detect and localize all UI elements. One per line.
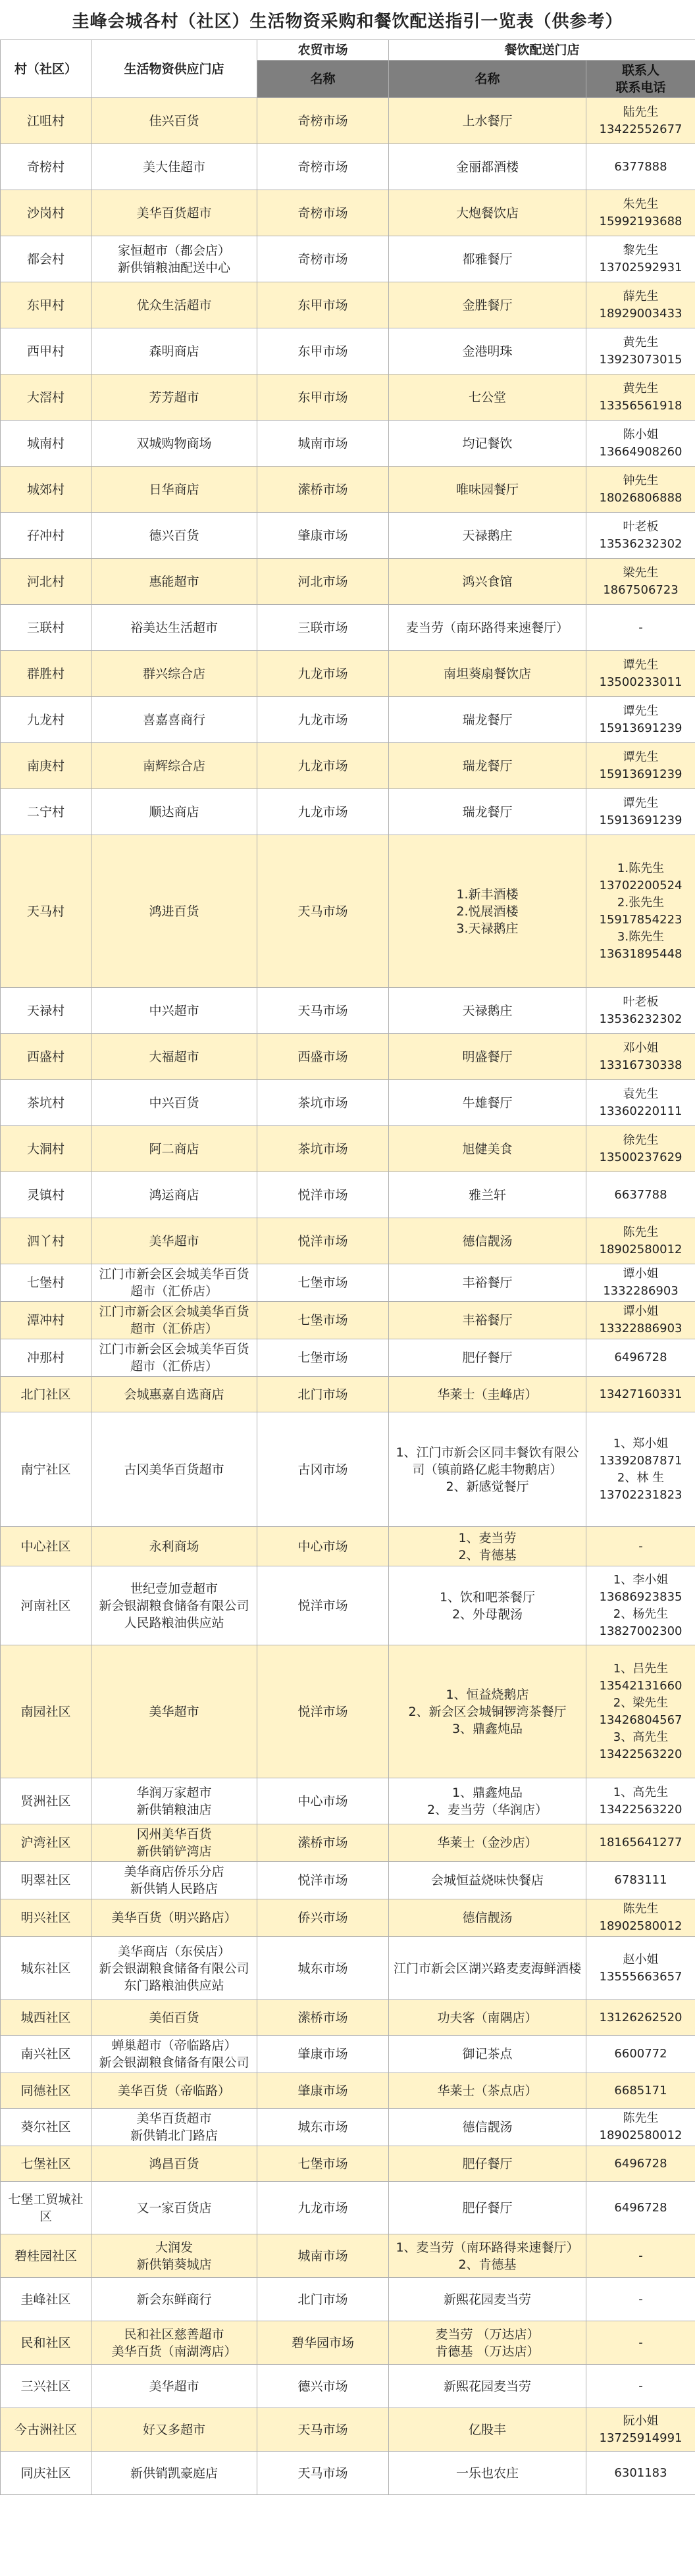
table-row: [1, 236, 695, 282]
table-row: [1, 697, 695, 743]
market-cell: 城东市场: [257, 2109, 389, 2146]
supplier-cell: 民和社区慈善超市 美华百货（南湖湾店）: [91, 2321, 257, 2365]
table-row: [1, 1264, 695, 1302]
supplier-cell: 优众生活超市: [91, 282, 257, 328]
village-cell: 葵尔社区: [1, 2109, 91, 2146]
table-row: [1, 1862, 695, 1899]
catering-cell: 均记餐饮: [389, 421, 586, 467]
village-cell: 贤洲社区: [1, 1778, 91, 1824]
table-row: [1, 835, 695, 988]
market-cell: 城东市场: [257, 1937, 389, 2000]
table-row: [1, 1377, 695, 1412]
supplier-cell: 顺达商店: [91, 789, 257, 835]
supplier-cell: 德兴百货: [91, 513, 257, 559]
table-row: [1, 1034, 695, 1080]
table-row: [1, 743, 695, 789]
catering-cell: 1、江门市新会区同丰餐饮有限公司（镇前路亿彪丰物鹅店） 2、新感觉餐厅: [389, 1412, 586, 1527]
village-cell: 天禄村: [1, 988, 91, 1034]
supplier-cell: 蝉巢超市（帝临路店） 新会银湖粮食储备有限公司: [91, 2036, 257, 2073]
contact-cell: 1、李小姐 13686923835 2、杨先生 13827002300: [586, 1566, 695, 1645]
market-cell: 中心市场: [257, 1527, 389, 1566]
header-catering-group: 餐饮配送门店: [389, 40, 695, 61]
village-cell: 冲那村: [1, 1339, 91, 1377]
contact-cell: 阮小姐 13725914991: [586, 2408, 695, 2452]
village-cell: 沪湾社区: [1, 1824, 91, 1862]
catering-cell: 金港明珠: [389, 328, 586, 374]
village-cell: 群胜村: [1, 651, 91, 697]
table-row: [1, 1126, 695, 1172]
catering-cell: 功夫客（南隅店）: [389, 2000, 586, 2036]
supplier-cell: 喜嘉喜商行: [91, 697, 257, 743]
contact-cell: -: [586, 2278, 695, 2321]
contact-cell: 赵小姐 13555663657: [586, 1937, 695, 2000]
village-cell: 潭冲村: [1, 1302, 91, 1339]
table-row: [1, 1339, 695, 1377]
table-body: [1, 98, 695, 2495]
supplier-cell: 又一家百货店: [91, 2182, 257, 2234]
supplier-cell: 中兴百货: [91, 1080, 257, 1126]
contact-cell: 黄先生 13356561918: [586, 374, 695, 421]
catering-cell: 肥仔餐厅: [389, 2146, 586, 2182]
supplier-cell: 南辉综合店: [91, 743, 257, 789]
contact-cell: 陈先生 18902580012: [586, 1218, 695, 1264]
table-row: [1, 789, 695, 835]
village-cell: 南庚村: [1, 743, 91, 789]
supplier-cell: 新会东鲜商行: [91, 2278, 257, 2321]
village-cell: 天马村: [1, 835, 91, 988]
catering-cell: 都雅餐厅: [389, 236, 586, 282]
village-cell: 三联村: [1, 605, 91, 651]
table-row: [1, 98, 695, 144]
contact-cell: 邓小姐 13316730338: [586, 1034, 695, 1080]
header-catering-name: 名称: [389, 61, 586, 98]
market-cell: 侨兴市场: [257, 1899, 389, 1937]
catering-cell: 1.新丰酒楼 2.悦展酒楼 3.天禄鹅庄: [389, 835, 586, 988]
supplier-cell: 日华商店: [91, 467, 257, 513]
market-cell: 悦洋市场: [257, 1862, 389, 1899]
supplier-cell: 家恒超市（都会店） 新供销粮油配送中心: [91, 236, 257, 282]
table-row: [1, 1172, 695, 1218]
header-contact: 联系人 联系电话: [586, 61, 695, 98]
village-cell: 泗丫村: [1, 1218, 91, 1264]
market-cell: 潆桥市场: [257, 467, 389, 513]
catering-cell: 新熙花园麦当劳: [389, 2365, 586, 2408]
village-cell: 三兴社区: [1, 2365, 91, 2408]
supplier-cell: 美华百货（明兴路店）: [91, 1899, 257, 1937]
supplier-cell: 芳芳超市: [91, 374, 257, 421]
table-row: [1, 1218, 695, 1264]
supplier-cell: 佳兴百货: [91, 98, 257, 144]
supplier-cell: 永利商场: [91, 1527, 257, 1566]
catering-cell: 江门市新会区湖兴路麦麦海鲜酒楼: [389, 1937, 586, 2000]
table-row: [1, 605, 695, 651]
contact-cell: -: [586, 2321, 695, 2365]
market-cell: 肇康市场: [257, 2036, 389, 2073]
contact-cell: 谭先生 15913691239: [586, 697, 695, 743]
table-row: [1, 1080, 695, 1126]
table-row: [1, 1527, 695, 1566]
catering-cell: 德信靓汤: [389, 2109, 586, 2146]
catering-cell: 麦当劳 （万达店） 肯德基 （万达店）: [389, 2321, 586, 2365]
village-cell: 沙岗村: [1, 190, 91, 236]
contact-cell: -: [586, 1527, 695, 1566]
village-cell: 城西社区: [1, 2000, 91, 2036]
market-cell: 三联市场: [257, 605, 389, 651]
supplier-cell: 江门市新会区会城美华百货超市（汇侨店）: [91, 1339, 257, 1377]
village-cell: 七堡社区: [1, 2146, 91, 2182]
catering-cell: 麦当劳（南环路得来速餐厅）: [389, 605, 586, 651]
supplier-cell: 冈州美华百货 新供销铲湾店: [91, 1824, 257, 1862]
village-cell: 南兴社区: [1, 2036, 91, 2073]
catering-cell: 瑞龙餐厅: [389, 743, 586, 789]
market-cell: 古冈市场: [257, 1412, 389, 1527]
market-cell: 七堡市场: [257, 2146, 389, 2182]
market-cell: 九龙市场: [257, 2182, 389, 2234]
contact-cell: 朱先生 15992193688: [586, 190, 695, 236]
catering-cell: 旭健美食: [389, 1126, 586, 1172]
market-cell: 西盛市场: [257, 1034, 389, 1080]
table-row: [1, 2234, 695, 2278]
village-cell: 明兴社区: [1, 1899, 91, 1937]
catering-cell: 1、恒益烧鹅店 2、新会区会城铜锣湾茶餐厅 3、鼎鑫炖品: [389, 1645, 586, 1778]
contact-cell: 6783111: [586, 1862, 695, 1899]
catering-cell: 瑞龙餐厅: [389, 789, 586, 835]
market-cell: 奇榜市场: [257, 144, 389, 190]
contact-cell: 谭小姐 1332286903: [586, 1264, 695, 1302]
table-row: [1, 421, 695, 467]
contact-cell: 徐先生 13500237629: [586, 1126, 695, 1172]
village-cell: 同庆社区: [1, 2452, 91, 2495]
market-cell: 城南市场: [257, 421, 389, 467]
supplier-cell: 美华百货超市: [91, 190, 257, 236]
contact-cell: -: [586, 2234, 695, 2278]
catering-cell: 御记茶点: [389, 2036, 586, 2073]
contact-cell: 谭先生 13500233011: [586, 651, 695, 697]
village-cell: 河南社区: [1, 1566, 91, 1645]
table-row: [1, 1302, 695, 1339]
village-cell: 圭峰社区: [1, 2278, 91, 2321]
supplier-cell: 裕美达生活超市: [91, 605, 257, 651]
supplier-cell: 鸿运商店: [91, 1172, 257, 1218]
supplier-cell: 会城惠嘉自选商店: [91, 1377, 257, 1412]
village-cell: 同德社区: [1, 2073, 91, 2109]
catering-cell: 新熙花园麦当劳: [389, 2278, 586, 2321]
catering-cell: 1、饮和吧茶餐厅 2、外母靓汤: [389, 1566, 586, 1645]
table-row: [1, 513, 695, 559]
market-cell: 九龙市场: [257, 743, 389, 789]
market-cell: 天马市场: [257, 835, 389, 988]
market-cell: 中心市场: [257, 1778, 389, 1824]
catering-cell: 鸿兴食馆: [389, 559, 586, 605]
market-cell: 九龙市场: [257, 697, 389, 743]
contact-cell: 叶老板 13536232302: [586, 513, 695, 559]
village-cell: 大滘村: [1, 374, 91, 421]
market-cell: 天马市场: [257, 2408, 389, 2452]
market-cell: 河北市场: [257, 559, 389, 605]
village-cell: 城南村: [1, 421, 91, 467]
contact-cell: 黎先生 13702592931: [586, 236, 695, 282]
table-row: [1, 2365, 695, 2408]
header-market-group: 农贸市场: [257, 40, 389, 61]
table-row: [1, 1937, 695, 2000]
table-row: [1, 2073, 695, 2109]
contact-cell: 13427160331: [586, 1377, 695, 1412]
contact-cell: 6301183: [586, 2452, 695, 2495]
table-row: [1, 1645, 695, 1778]
contact-cell: 陆先生 13422552677: [586, 98, 695, 144]
supplier-cell: 美华超市: [91, 1218, 257, 1264]
village-cell: 中心社区: [1, 1527, 91, 1566]
catering-cell: 金胜餐厅: [389, 282, 586, 328]
contact-cell: -: [586, 605, 695, 651]
market-cell: 天马市场: [257, 988, 389, 1034]
contact-cell: 6496728: [586, 1339, 695, 1377]
market-cell: 东甲市场: [257, 374, 389, 421]
village-cell: 茶坑村: [1, 1080, 91, 1126]
supplier-cell: 美大佳超市: [91, 144, 257, 190]
supplier-cell: 美华超市: [91, 1645, 257, 1778]
contact-cell: 钟先生 18026806888: [586, 467, 695, 513]
village-cell: 奇榜村: [1, 144, 91, 190]
table-row: [1, 2109, 695, 2146]
table-row: [1, 190, 695, 236]
market-cell: 茶坑市场: [257, 1126, 389, 1172]
market-cell: 天马市场: [257, 2452, 389, 2495]
village-cell: 灵镇村: [1, 1172, 91, 1218]
supplier-cell: 江门市新会区会城美华百货超市（汇侨店）: [91, 1264, 257, 1302]
catering-cell: 华莱士（茶点店）: [389, 2073, 586, 2109]
table-row: [1, 328, 695, 374]
contact-cell: 1、郑小姐 13392087871 2、林 生 13702231823: [586, 1412, 695, 1527]
contact-cell: 袁先生 13360220111: [586, 1080, 695, 1126]
contact-cell: 1、高先生 13422563220: [586, 1778, 695, 1824]
table-row: [1, 282, 695, 328]
contact-cell: 陈小姐 13664908260: [586, 421, 695, 467]
page-title: 圭峰会城各村（社区）生活物资采购和餐饮配送指引一览表（供参考）: [72, 11, 623, 32]
table-row: [1, 2146, 695, 2182]
village-cell: 河北村: [1, 559, 91, 605]
market-cell: 九龙市场: [257, 789, 389, 835]
supplier-cell: 鸿进百货: [91, 835, 257, 988]
supplier-cell: 鸿昌百货: [91, 2146, 257, 2182]
supplier-cell: 群兴综合店: [91, 651, 257, 697]
contact-cell: 1.陈先生 13702200524 2.张先生 15917854223 3.陈先生 13631895448: [586, 835, 695, 988]
supplier-cell: 世纪壹加壹超市 新会银湖粮食储备有限公司人民路粮油供应站: [91, 1566, 257, 1645]
village-cell: 江咀村: [1, 98, 91, 144]
village-cell: 今古洲社区: [1, 2408, 91, 2452]
village-cell: 九龙村: [1, 697, 91, 743]
market-cell: 九龙市场: [257, 651, 389, 697]
supplier-cell: 大福超市: [91, 1034, 257, 1080]
header-village: 村（社区）: [1, 40, 91, 98]
supplier-cell: 美佰百货: [91, 2000, 257, 2036]
table-row: [1, 2000, 695, 2036]
contact-cell: -: [586, 2365, 695, 2408]
supplier-cell: 中兴超市: [91, 988, 257, 1034]
catering-cell: 1、麦当劳 2、肯德基: [389, 1527, 586, 1566]
catering-cell: 上水餐厅: [389, 98, 586, 144]
village-cell: 都会村: [1, 236, 91, 282]
contact-cell: 陈先生 18902580012: [586, 2109, 695, 2146]
market-cell: 肇康市场: [257, 2073, 389, 2109]
market-cell: 东甲市场: [257, 328, 389, 374]
catering-cell: 雅兰轩: [389, 1172, 586, 1218]
village-cell: 碧桂园社区: [1, 2234, 91, 2278]
supplier-cell: 美华商店（东侯店） 新会银湖粮食储备有限公司东门路粮油供应站: [91, 1937, 257, 2000]
catering-cell: 德信靓汤: [389, 1899, 586, 1937]
market-cell: 奇榜市场: [257, 98, 389, 144]
village-cell: 西甲村: [1, 328, 91, 374]
village-cell: 西盛村: [1, 1034, 91, 1080]
table-row: [1, 1899, 695, 1937]
contact-cell: 6600772: [586, 2036, 695, 2073]
contact-cell: 6637788: [586, 1172, 695, 1218]
contact-cell: 黄先生 13923073015: [586, 328, 695, 374]
supplier-cell: 美华超市: [91, 2365, 257, 2408]
market-cell: 潆桥市场: [257, 1824, 389, 1862]
table-row: [1, 2182, 695, 2234]
village-cell: 明翠社区: [1, 1862, 91, 1899]
table-row: [1, 559, 695, 605]
catering-cell: 瑞龙餐厅: [389, 697, 586, 743]
village-cell: 七堡村: [1, 1264, 91, 1302]
table-row: [1, 1566, 695, 1645]
market-cell: 悦洋市场: [257, 1645, 389, 1778]
market-cell: 德兴市场: [257, 2365, 389, 2408]
guide-table: [0, 39, 695, 2495]
header-row-1: [1, 40, 695, 61]
catering-cell: 华莱士（圭峰店）: [389, 1377, 586, 1412]
catering-cell: 一乐也农庄: [389, 2452, 586, 2495]
supplier-cell: 惠能超市: [91, 559, 257, 605]
catering-cell: 1、鼎鑫炖品 2、麦当劳（华润店）: [389, 1778, 586, 1824]
market-cell: 悦洋市场: [257, 1218, 389, 1264]
supplier-cell: 新供销凯豪庭店: [91, 2452, 257, 2495]
market-cell: 悦洋市场: [257, 1172, 389, 1218]
village-cell: 东甲村: [1, 282, 91, 328]
village-cell: 大洞村: [1, 1126, 91, 1172]
contact-cell: 谭先生 15913691239: [586, 743, 695, 789]
village-cell: 民和社区: [1, 2321, 91, 2365]
market-cell: 七堡市场: [257, 1264, 389, 1302]
table-row: [1, 2278, 695, 2321]
village-cell: 南园社区: [1, 1645, 91, 1778]
market-cell: 奇榜市场: [257, 236, 389, 282]
market-cell: 悦洋市场: [257, 1566, 389, 1645]
table-row: [1, 988, 695, 1034]
contact-cell: 13126262520: [586, 2000, 695, 2036]
catering-cell: 1、麦当劳（南环路得来速餐厅） 2、肯德基: [389, 2234, 586, 2278]
supplier-cell: 华润万家超市 新供销粮油店: [91, 1778, 257, 1824]
market-cell: 茶坑市场: [257, 1080, 389, 1126]
village-cell: 城郊村: [1, 467, 91, 513]
catering-cell: 明盛餐厅: [389, 1034, 586, 1080]
table-row: [1, 2321, 695, 2365]
supplier-cell: 江门市新会区会城美华百货超市（汇侨店）: [91, 1302, 257, 1339]
market-cell: 肇康市场: [257, 513, 389, 559]
table-row: [1, 1824, 695, 1862]
catering-cell: 南坦葵扇餐饮店: [389, 651, 586, 697]
market-cell: 北门市场: [257, 1377, 389, 1412]
supplier-cell: 双城购物商场: [91, 421, 257, 467]
supplier-cell: 美华商店侨乐分店 新供销人民路店: [91, 1862, 257, 1899]
table-row: [1, 2036, 695, 2073]
contact-cell: 谭先生 15913691239: [586, 789, 695, 835]
catering-cell: 丰裕餐厅: [389, 1302, 586, 1339]
supplier-cell: 美华百货（帝临路）: [91, 2073, 257, 2109]
table-row: [1, 374, 695, 421]
catering-cell: 天禄鹅庄: [389, 513, 586, 559]
catering-cell: 德信靓汤: [389, 1218, 586, 1264]
supplier-cell: 古冈美华百货超市: [91, 1412, 257, 1527]
contact-cell: 陈先生 18902580012: [586, 1899, 695, 1937]
table-row: [1, 1412, 695, 1527]
contact-cell: 18165641277: [586, 1824, 695, 1862]
village-cell: 南宁社区: [1, 1412, 91, 1527]
contact-cell: 6496728: [586, 2146, 695, 2182]
table-row: [1, 1778, 695, 1824]
contact-cell: 薛先生 18929003433: [586, 282, 695, 328]
catering-cell: 金丽都酒楼: [389, 144, 586, 190]
catering-cell: 牛雄餐厅: [389, 1080, 586, 1126]
contact-cell: 梁先生 1867506723: [586, 559, 695, 605]
contact-cell: 6496728: [586, 2182, 695, 2234]
supplier-cell: 森明商店: [91, 328, 257, 374]
contact-cell: 1、吕先生 13542131660 2、梁先生 13426804567 3、高先生 13422563220: [586, 1645, 695, 1778]
village-cell: 二宁村: [1, 789, 91, 835]
market-cell: 东甲市场: [257, 282, 389, 328]
catering-cell: 大炮餐饮店: [389, 190, 586, 236]
market-cell: 潆桥市场: [257, 2000, 389, 2036]
catering-cell: 肥仔餐厅: [389, 1339, 586, 1377]
contact-cell: 6377888: [586, 144, 695, 190]
market-cell: 城南市场: [257, 2234, 389, 2278]
market-cell: 七堡市场: [257, 1302, 389, 1339]
table-row: [1, 651, 695, 697]
header-market-name: 名称: [257, 61, 389, 98]
contact-cell: 叶老板 13536232302: [586, 988, 695, 1034]
contact-cell: 6685171: [586, 2073, 695, 2109]
table-row: [1, 144, 695, 190]
table-row: [1, 2452, 695, 2495]
village-cell: 北门社区: [1, 1377, 91, 1412]
market-cell: 北门市场: [257, 2278, 389, 2321]
village-cell: 城东社区: [1, 1937, 91, 2000]
catering-cell: 华莱士（金沙店）: [389, 1824, 586, 1862]
village-cell: 孖冲村: [1, 513, 91, 559]
market-cell: 七堡市场: [257, 1339, 389, 1377]
header-supplier: 生活物资供应门店: [91, 40, 257, 98]
market-cell: 奇榜市场: [257, 190, 389, 236]
supplier-cell: 美华百货超市 新供销北门路店: [91, 2109, 257, 2146]
catering-cell: 天禄鹅庄: [389, 988, 586, 1034]
market-cell: 碧华园市场: [257, 2321, 389, 2365]
supplier-cell: 好又多超市: [91, 2408, 257, 2452]
supplier-cell: 大润发 新供销葵城店: [91, 2234, 257, 2278]
catering-cell: 唯味园餐厅: [389, 467, 586, 513]
catering-cell: 肥仔餐厅: [389, 2182, 586, 2234]
catering-cell: 丰裕餐厅: [389, 1264, 586, 1302]
supplier-cell: 阿二商店: [91, 1126, 257, 1172]
table-row: [1, 2408, 695, 2452]
contact-cell: 谭小姐 13322886903: [586, 1302, 695, 1339]
catering-cell: 会城恒益烧味快餐店: [389, 1862, 586, 1899]
village-cell: 七堡工贸城社区: [1, 2182, 91, 2234]
catering-cell: 亿股丰: [389, 2408, 586, 2452]
catering-cell: 七公堂: [389, 374, 586, 421]
table-row: [1, 467, 695, 513]
